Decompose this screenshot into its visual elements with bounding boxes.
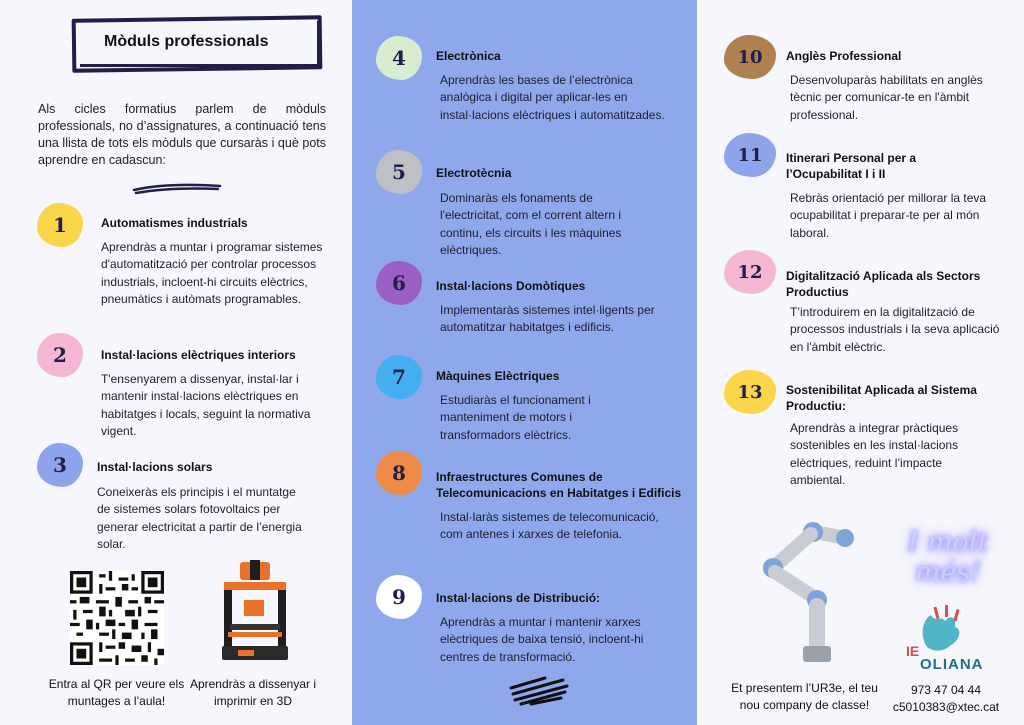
module-title: Anglès Professional	[786, 49, 902, 63]
module-title: Instal·lacions elèctriques interiors	[101, 348, 296, 362]
module-title: Automatismes industrials	[101, 216, 248, 230]
scribble-mark	[505, 672, 575, 708]
logo-prefix: IE	[906, 643, 920, 659]
module-description: Rebràs orientació per millorar la teva ocupabilitat i preparar-te per al món laboral.	[790, 191, 987, 240]
module-description: Aprendràs a muntar i mantenir xarxes elèctriques de baixa tensió, incloent-hi centres de transformació.	[440, 615, 644, 664]
phone-number[interactable]: 973 47 04 44	[910, 683, 982, 697]
qr-caption: Entra al QR per veure els muntages a l’aula!	[48, 677, 185, 708]
logo-text: OLIANA	[920, 656, 984, 673]
module-description: Instal·laràs sistemes de telecomunicació, com antenes i xarxes de telefonia.	[440, 510, 659, 542]
module-number-badge: 8	[376, 451, 422, 495]
module-title: Infraestructures Comunes de Telecomunicacions en Habitatges i Edificis	[436, 470, 682, 501]
intro-text: Als cicles formatius parlem de mòduls professionals, no d’assignatures, a continuació tens una llista de tots els mòduls que cursaràs i què pots aprendre en cadascun:	[38, 102, 326, 168]
module-title: Instal·lacions de Distribució:	[436, 591, 601, 605]
module-title: Sostenibilitat Aplicada al Sistema Productiu:	[786, 383, 977, 414]
qr-code-icon[interactable]	[70, 571, 164, 665]
module-description: Aprendràs a muntar i programar sistemes d'automatització per controlar processos industrials, incloent-hi circuits elèctrics, pneumàtics i autòmats programables.	[101, 240, 323, 307]
module-number-badge: 4	[376, 36, 422, 80]
module-description: Aprendràs les bases de l’electrònica analògica i digital per aplicar-les en instal·lacions elèctriques i automatitzades.	[440, 73, 665, 122]
email-address[interactable]: c5010383@xtec.cat	[892, 700, 1000, 714]
module-title: Màquines Elèctriques	[436, 369, 560, 383]
module-description: Coneixeràs els principis i el muntatge de sistemes solars fotovoltaics per generar electricitat a partir de l’energia solar.	[97, 485, 302, 552]
module-description: Desenvoluparàs habilitats en anglès tècnic per comunicar-te en l'àmbit professional.	[790, 73, 983, 122]
module-number-badge: 11	[724, 133, 776, 177]
module-description: Estudiaràs el funcionament i manteniment de motors i transformadors elèctrics.	[440, 393, 591, 442]
scribble-divider	[130, 180, 225, 196]
module-title: Instal·lacions solars	[97, 460, 213, 474]
more-headline: I molt més!	[907, 527, 989, 588]
module-number-badge: 1	[37, 203, 83, 247]
module-title: Electrotècnia	[436, 166, 512, 180]
module-description: Implementaràs sistemes intel·ligents per automatitzar habitatges i edificis.	[440, 303, 655, 335]
3d-printer-icon	[214, 560, 296, 668]
robot-caption: Et presentem l’UR3e, el teu nou company de classe!	[731, 681, 878, 712]
page-title: Mòduls professionals	[104, 33, 269, 50]
module-number-badge: 2	[37, 333, 83, 377]
module-description: T'ensenyarem a dissenyar, instal·lar i mantenir instal·lacions elèctriques en habitatges i locals, seguint la normativa vigent.	[101, 372, 311, 439]
printer-caption: Aprendràs a dissenyar i imprimir en 3D	[189, 677, 317, 708]
module-number-badge: 6	[376, 261, 422, 305]
module-title: Instal·lacions Domòtiques	[436, 279, 586, 293]
module-description: Aprendràs a integrar pràctiques sostenibles en les instal·lacions elèctriques, reduint l’impacte ambiental.	[790, 421, 959, 488]
module-description: T’introduirem en la digitalització de processos industrials i la seva aplicació en l'àmbit elèctric.	[790, 305, 1000, 354]
module-number-badge: 13	[724, 370, 776, 414]
module-description: Dominaràs els fonaments de l'electricitat, com el corrent altern i continu, els circuits i les màquines elèctriques.	[440, 191, 622, 258]
module-number-badge: 10	[724, 35, 776, 79]
robot-arm-icon	[745, 520, 860, 670]
module-title: Electrònica	[436, 49, 501, 63]
module-number-badge: 5	[376, 150, 422, 194]
module-title: Itinerari Personal per a l’Ocupabilitat I i II	[786, 151, 917, 182]
module-title: Digitalització Aplicada als Sectors Productius	[786, 269, 981, 300]
module-number-badge: 7	[376, 355, 422, 399]
module-number-badge: 12	[724, 250, 776, 294]
module-number-badge: 3	[37, 443, 83, 487]
module-number-badge: 9	[376, 575, 422, 619]
